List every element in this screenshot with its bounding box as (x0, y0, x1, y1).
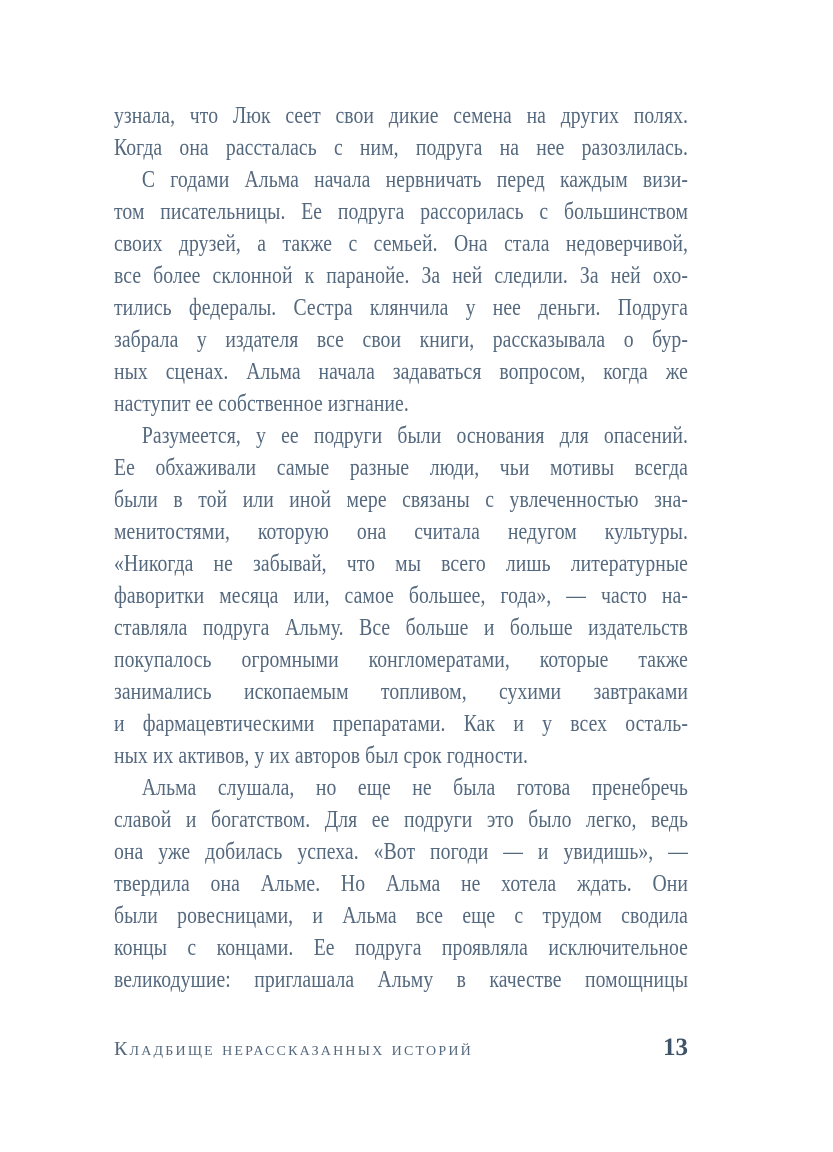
body-text-line: были ровесницами, и Альма все еще с трудом сводила (114, 903, 688, 929)
body-text-line: занимались ископаемым топливом, сухими завтраками (114, 679, 688, 705)
running-title: Кладбище нерассказанных историй (114, 1038, 473, 1060)
body-text-line: ных их активов, у их авторов был срок годности. (114, 743, 529, 769)
body-text-line: тились федералы. Сестра клянчила у нее деньги. Подруга (114, 295, 688, 321)
body-text-line: ных сценах. Альма начала задаваться вопросом, когда же (114, 359, 688, 385)
body-text-line: великодушие: приглашала Альму в качестве помощницы (114, 967, 688, 993)
page-number: 13 (663, 1034, 688, 1061)
body-text-line: менитостями, которую она считала недугом культуры. (114, 519, 688, 545)
body-text-line: концы с концами. Ее подруга проявляла исключительное (114, 935, 688, 961)
body-text-line: ставляла подруга Альму. Все больше и больше издательств (114, 615, 688, 641)
body-text-line: она уже добилась успеха. «Вот погоди — и увидишь», — (114, 839, 688, 865)
body-text-line: и фармацевтическими препаратами. Как и у всех осталь- (114, 711, 688, 737)
body-text-line: С годами Альма начала нервничать перед каждым визи- (141, 167, 688, 193)
body-text-line: наступит ее собственное изгнание. (114, 391, 409, 417)
body-text-line: узнала, что Люк сеет свои дикие семена на других полях. (114, 103, 688, 129)
body-text-line: твердила она Альме. Но Альма не хотела ждать. Они (114, 871, 688, 897)
body-text-line: покупалось огромными конгломератами, которые также (114, 647, 688, 673)
body-text-line: забрала у издателя все свои книги, рассказывала о бур- (114, 327, 688, 353)
body-text-line: Разумеется, у ее подруги были основания для опасений. (141, 423, 688, 449)
body-text-line: «Никогда не забывай, что мы всего лишь литературные (114, 551, 688, 577)
body-text-line: том писательницы. Ее подруга рассорилась с большинством (114, 199, 688, 225)
body-text-line: Альма слушала, но еще не была готова пренебречь (141, 775, 688, 801)
body-text-line: своих друзей, а также с семьей. Она стала недоверчивой, (114, 231, 688, 257)
body-text-line: славой и богатством. Для ее подруги это было легко, ведь (114, 807, 688, 833)
body-text-line: Когда она рассталась с ним, подруга на нее разозлилась. (114, 135, 688, 161)
body-text (114, 100, 688, 996)
body-text-line: все более склонной к паранойе. За ней следили. За ней охо- (114, 263, 688, 289)
body-text-line: Ее обхаживали самые разные люди, чьи мотивы всегда (114, 455, 688, 481)
body-text-line: были в той или иной мере связаны с увлеченностью зна- (114, 487, 688, 513)
body-text-line: фаворитки месяца или, самое большее, года», — часто на- (114, 583, 688, 609)
page-footer (114, 1033, 688, 1064)
